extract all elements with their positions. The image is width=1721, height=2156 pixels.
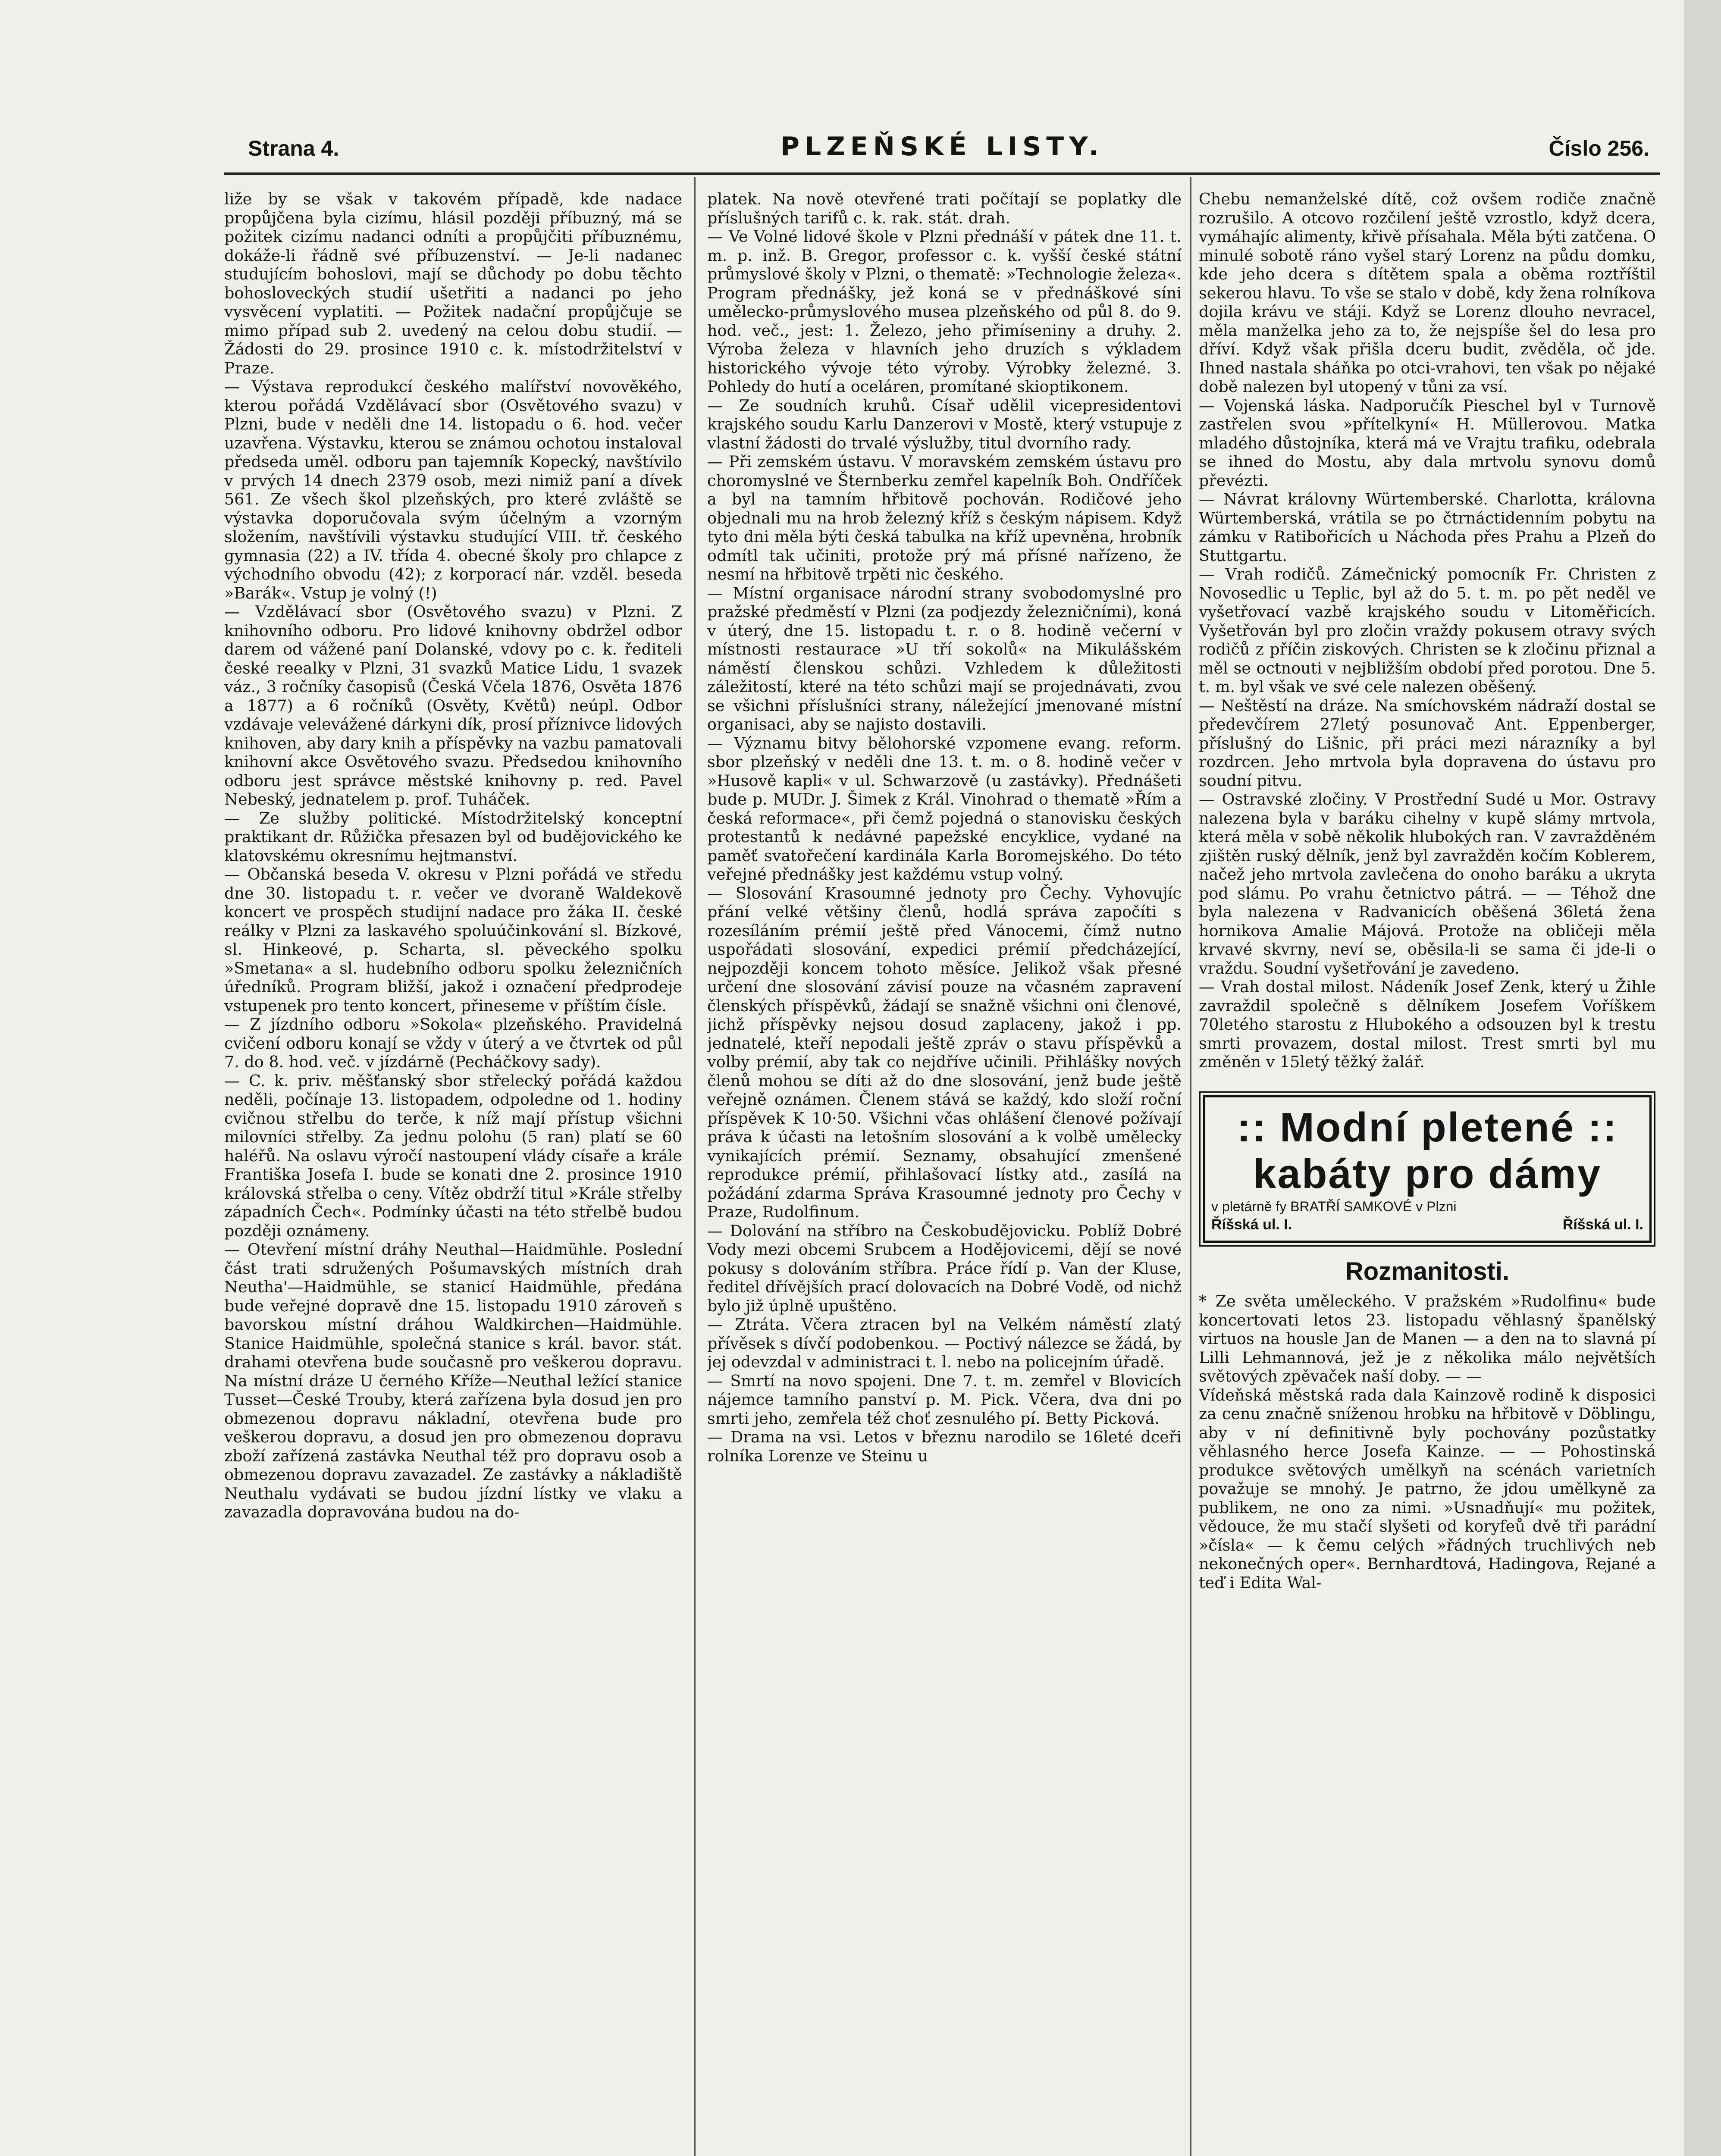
article-paragraph: — Vrah dostal milost. Nádeník Josef Zenk, který u Žihle zavraždil společně s dělníkem Josefem Voříškem 70letého starostu z Hlubokého a odsouzen byl k trestu smrti provazem, dostal milost. Trest smrti byl mu změněn v 15letý těžký žalář. xyxy=(1199,978,1656,1071)
ad-shop-text: v pletárně fy BRATŘÍ SAMKOVÉ v Plzni xyxy=(1211,1198,1457,1214)
scan-edge xyxy=(1684,0,1721,2156)
article-paragraph: — Výstava reprodukcí českého malířství novověkého, kterou pořádá Vzdělávací sbor (Osvětového svazu) v Plzni, bude v neděli dne 14. listopadu o 6. hod. večer uzavřena. Výstavku, kterou se známou ochotou instaloval předseda uměl. odboru pan tajemník Kopecký, navštívilo v prvých 14 dnech 2379 osob, mezi nimiž paní a dívek 561. Ze všech škol plzeňských, pro které zvláště se výstavka doporučovala svým účelným a vzorným složením, navštívili výstavku studující VIII. tř. českého gymnasia (22) a IV. třída 4. obecné školy pro chlapce z východního obvodu (42); z korporací nár. vzděl. beseda »Barák«. Vstup je volný (!) xyxy=(224,377,682,602)
ad-address-right: Říšská ul. I. xyxy=(1562,1216,1643,1233)
article-paragraph: — Vrah rodičů. Zámečnický pomocník Fr. Christen z Novosedlic u Teplic, byl až do 5. t. m. po pět neděl ve vyšetřovací vazbě krajského soudu v Litoměřicích. Vyšetřován byl pro zločin vraždy pokusem otravy svých rodičů z příčin ziskových. Christen se k zločinu přiznal a měl se octnouti v nejbližším období před porotou. Dne 5. t. m. byl však ve své cele nalezen oběšený. xyxy=(1199,565,1656,696)
article-paragraph: — Místní organisace národní strany svobodomyslné pro pražské předměstí v Plzni (za podjezdy železničními), koná v úterý, dne 15. listopadu t. r. o 8. hodině večerní v místnosti restaurace »U tří sokolů« na Mikulášském náměstí členskou schůzi. Vzhledem k důležitosti záležitostí, které na této schůzi mají se projednávati, zvou se všichni příslušníci strany, náležející jmenované místní organisaci, aby se najisto dostavili. xyxy=(707,583,1182,733)
column-divider xyxy=(694,177,696,2156)
article-paragraph: — C. k. priv. měšťanský sbor střelecký pořádá každou neděli, počínaje 13. listopadem, odpoledne od 1. hodiny cvičnou střelbu do terče, k níž mají přístup všichni milovníci střelby. Za jednu polohu (5 ran) platí se 60 haléřů. Na oslavu výročí nastoupení vlády císaře a krále Františka Josefa I. bude se konati dne 2. prosince 1910 královská střelba o ceny. Vítěz obdrží titul »Krále střelby západních Čech«. Podmínky účasti na této střelbě budou později oznámeny. xyxy=(224,1071,682,1240)
article-paragraph: — Ztráta. Včera ztracen byl na Velkém náměstí zlatý přívěsek s dívčí podobenkou. — Poctivý nálezce se žádá, by jej odevzdal v administraci t. l. nebo na policejním úřadě. xyxy=(707,1315,1182,1371)
article-paragraph: — Dolování na stříbro na Českobudějovicku. Poblíž Dobré Vody mezi obcemi Srubcem a Hodějovicemi, dějí se nové pokusy s dolováním stříbra. Práce řídí p. Van der Kluse, ředitel dřívějších prací dolovacích na Dobré Vodě, od nichž bylo již úplně upuštěno. xyxy=(707,1221,1182,1315)
column-2 xyxy=(707,190,1182,2156)
article-paragraph: — Neštěstí na dráze. Na smíchovském nádraží dostal se předevčírem 27letý posunovač Ant. Eppenberger, příslušný do Lišnic, při práci mezi nárazníky a byl rozdrcen. Jeho mrtvola byla dopravena do ústavu pro soudní pitvu. xyxy=(1199,696,1656,790)
ad-headline: :: Modní pletené :: kabáty pro dámy xyxy=(1237,1104,1618,1197)
article-paragraph: — Občanská beseda V. okresu v Plzni pořádá ve středu dne 30. listopadu t. r. večer ve dvoraně Waldekově koncert ve prospěch studijní nadace pro žáka II. české reálky v Plzni za laskavého spoluúčinkování sl. Bízkové, sl. Hinkeové, p. Scharta, sl. pěveckého spolku »Smetana« a sl. hudebního odboru spolku železničních úředníků. Program bližší, jakož i označení předprodeje vstupenek pro tento koncert, přineseme v příštím čísle. xyxy=(224,865,682,1015)
article-paragraph: — Otevření místní dráhy Neuthal—Haidmühle. Poslední část trati sdružených Pošumavských místních drah Neutha'—Haidmühle, se stanicí Haidmühle, předána bude veřejné dopravě dne 15. listopadu 1910 zároveň s bavorskou místní dráhou Waldkirchen—Haidmühle. Stanice Haidmühle, společná stanice s král. bavor. stát. drahami otevřena bude současně pro veškerou dopravu. Na místní dráze U černého Kříže—Neuthal ležící stanice Tusset—České Trouby, která zařízena byla dosud jen pro obmezenou dopravu nákladní, otevřena bude pro veškerou dopravu, a dosud jen pro obmezenou dopravu zboží zařízená zastávka Neuthal též pro dopravu osob a obmezenou dopravu zavazadel. Ze zastávky a nákladiště Neuthalu vydávati se budou jízdní lístky ve vlaku a zavazadla dopravována budou na do- xyxy=(224,1240,682,1521)
section-title: Rozmanitosti. xyxy=(1345,1257,1510,1285)
article-paragraph: — Ze služby politické. Místodržitelský konceptní praktikant dr. Růžička přesazen byl od budějovického ke klatovskému okresnímu hejtmanství. xyxy=(224,808,682,865)
ad-address-line xyxy=(1211,1216,1643,1234)
article-paragraph: — Ze soudních kruhů. Císař udělil vicepresidentovi krajského soudu Karlu Danzerovi v Mostě, který vstupuje z vlastní žádosti do trvalé výslužby, titul dvorního rady. xyxy=(707,396,1182,452)
article-paragraph: — Vojenská láska. Nadporučík Pieschel byl v Turnově zastřelen svou »přítelkyní« H. Müllerovou. Matka mladého důstojníka, která má ve Vrajtu trafiku, odebrala se ihned do Mostu, aby dala mrtvolu synovu domů převézti. xyxy=(1199,396,1656,490)
ad-address-left: Říšská ul. I. xyxy=(1211,1216,1292,1233)
article-paragraph: Chebu nemanželské dítě, což ovšem rodiče značně rozrušilo. A otcovo rozčilení ještě vzrostlo, když dcera, vymáhajíc alimenty, křivě přísahala. Měla býti zatčena. O minulé sobotě ráno vyšel starý Lorenz na půdu domku, kde jeho dcera s dítětem spala a oběma roztříštil sekerou hlavu. To vše se stalo v době, kdy žena rolníkova dojila krávu ve stáji. Když se Lorenz dlouho nevracel, měla manželka jeho za to, že nejspíše šel do lesa pro dříví. Když však přišla dceru budit, zvěděla, oč jde. Ihned nastala sháňka po otci-vrahovi, ten však po nějaké době nalezen byl utopený v tůni za vsí. xyxy=(1199,190,1656,396)
article-paragraph: — Z jízdního odboru »Sokola« plzeňského. Pravidelná cvičení odboru konají se vždy v úterý a ve čtvrtek od půl 7. do 8. hod. več. v jízdárně (Pecháčkovy sady). xyxy=(224,1015,682,1071)
article-paragraph: — Návrat královny Würtemberské. Charlotta, královna Würtemberská, vrátila se po čtrnáctidenním pobytu na zámku v Ratibořicích u Náchoda přes Prahu a Plzeň do Stuttgartu. xyxy=(1199,490,1656,565)
article-paragraph: — Slosování Krasoumné jednoty pro Čechy. Vyhovujíc přání velké většiny členů, hodlá správa započíti s rozesíláním prémií ještě před Vánocemi, čímž nutno uspořádati slosování, expedici prémií předcházející, nejpozději koncem tohoto měsíce. Jelikož však přesné určení dne slosování závisí pouze na včasném zapravení členských příspěvků, žádají se snažně všichni oni členové, jichž příspěvky nejsou dosud zaplaceny, jakož i pp. jednatelé, kteří nepodali ještě zpráv o stavu příspěvků a volby prémií, aby tak co nejdříve učinili. Přihlášky nových členů mohou se díti až do dne slosování, jenž bude ještě veřejně oznámen. Členem stává se každý, kdo složí roční příspěvek K 10·50. Všichni včas ohlášení členové požívají práva k účasti na letošním slosování a k volbě umělecky vynikajících prémií. Seznamy, obsahující zmenšené reprodukce prémií, přihlašovací lístky atd., zasílá na požádání zdarma Správa Krasoumné jednoty pro Čechy v Praze, Rudolfinum. xyxy=(707,884,1182,1221)
article-paragraph: — Ve Volné lidové škole v Plzni přednáší v pátek dne 11. t. m. p. inž. B. Gregor, professor c. k. vyšší české státní průmyslové školy v Plzni, o thematě: »Technologie železa«. Program přednášky, jež koná se v přednáškové síni umělecko-průmyslového musea plzeňského od půl 8. do 9. hod. več., jest: 1. Železo, jeho přimíseniny a druhy. 2. Výroba železa v hlavních jeho druzích s výkladem historického vývoje této výroby. Výrobky železné. 3. Pohledy do hutí a oceláren, promítané skioptikonem. xyxy=(707,227,1182,396)
article-paragraph: — Ostravské zločiny. V Prostřední Sudé u Mor. Ostravy nalezena byla v baráku cihelny v kupě slámy mrtvola, která měla v sobě několik hlubokých ran. V zavražděném zjištěn ruský dělník, jenž byl zavražděn kočím Koblerem, načež jeho mrtvola zavlečena do onoho baráku a ukryta pod slámu. Po vrahu četnictvo pátrá. — — Téhož dne byla nalezena v Radvanicích oběšená 36letá žena hornikova Amalie Májová. Protože na obličeji měla krvavé skvrny, neví se, oběsila-li se sama či jde-li o vraždu. Soudní vyšetřování je zavedeno. xyxy=(1199,790,1656,978)
newspaper-title: PLZEŇSKÉ LISTY. xyxy=(781,132,1104,162)
article-paragraph: * Ze světa uměleckého. V pražském »Rudolfinu« bude koncertovati letos 23. listopadu věhlasný španělský virtuos na housle Jan de Manen — a den na to slavná pí Lilli Lehmannová, jež je z několika málo největších světových zpěvaček naší doby. — — xyxy=(1199,1292,1656,1385)
article-paragraph: — Při zemském ústavu. V moravském zemském ústavu pro choromyslné ve Šternberku zemřel kapelník Boh. Ondříček a byl na tamním hřbitově pochován. Rodičové jeho objednali mu na hrob železný kříž s českým nápisem. Když tyto dni měla býti česká tabulka na kříž upevněna, hrobník odmítl tak učiniti, protože prý má přísné nařízeno, že nesmí na hřbitově trpěti nic českého. xyxy=(707,452,1182,583)
article-paragraph: — Drama na vsi. Letos v březnu narodilo se 16leté dceři rolníka Lorenze ve Steinu u xyxy=(707,1428,1182,1465)
fashion-advertisement xyxy=(1203,1095,1652,1243)
column-3 xyxy=(1199,190,1656,2156)
page-header xyxy=(248,132,1649,170)
ad-shop-line xyxy=(1211,1197,1643,1216)
issue-number: Číslo 256. xyxy=(1549,136,1649,160)
column-divider xyxy=(1190,177,1191,2156)
article-paragraph: platek. Na nově otevřené trati počítají se poplatky dle příslušných tarifů c. k. rak. stát. drah. xyxy=(707,190,1182,227)
article-paragraph: liže by se však v takovém případě, kde nadace propůjčena byla cizímu, hlásil později příbuzný, má se požitek cizímu nadanci odníti a propůjčiti příbuznému, dokáže-li řádně své příbuzenství. — Je-li nadanec studujícím bohoslovi, mají se důchody po dobu těchto bohosloveckých studií ušetřiti a nadanci po jeho vysvěcení vyplatiti. — Požitek nadační propůjčuje se mimo případ sub 2. uvedený na celou dobu studií. — Žádosti do 29. prosince 1910 c. k. místodržitelství v Praze. xyxy=(224,190,682,377)
page-number: Strana 4. xyxy=(248,136,339,160)
article-paragraph: — Smrtí na novo spojeni. Dne 7. t. m. zemřel v Blovicích nájemce tamního panství p. M. Pick. Včera, dva dni po smrti jeho, zemřela též choť zesnulého pí. Betty Picková. xyxy=(707,1371,1182,1428)
header-rule xyxy=(224,172,1660,175)
article-paragraph: — Významu bitvy bělohorské vzpomene evang. reform. sbor plzeňský v neděli dne 13. t. m. o 8. hodině večer v »Husově kapli« v ul. Schwarzově (u zastávky). Přednášeti bude p. MUDr. J. Šimek z Král. Vinohrad o thematě »Řím a česká reformace«, při čemž pojedná o stanovisku českých protestantů k nedávné papežské encyklice, vydané na paměť svatořečení kardinála Karla Boromejského. Do této veřejné přednášky jest každému vstup volný. xyxy=(707,733,1182,884)
article-paragraph: Vídeňská městská rada dala Kainzově rodině k disposici za cenu značně sníženou hrobku na hřbitově v Döblingu, aby v ní definitivně byly pochovány pozůstatky věhlasného herce Josefa Kainze. — — Pohostinská produkce světových umělkyň na scénách varietních považuje se mnohý. Je patrno, že jdou umělkyně za publikem, ne ono za nimi. »Usnadňují« mu požitek, vědouce, že mu stačí slyšeti od koryfeů dvě tři parádní »čísla« — k čemu celých »řádných truchlivých neb nekonečných oper«. Bernhardtová, Hadingova, Rejané a teď i Edita Wal- xyxy=(1199,1385,1656,1592)
article-paragraph: — Vzdělávací sbor (Osvětového svazu) v Plzni. Z knihovního odboru. Pro lidové knihovny obdržel odbor darem od vážené paní Dolanské, vdovy po c. k. řediteli české reealky v Plzni, 31 svazků Matice Lidu, 1 svazek váz., 3 ročníky časopisů (Česká Včela 1876, Osvěta 1876 a 1877) a 6 ročníků (Osvěty, Květů) neúpl. Odbor vzdávaje velevážené dárkyni dík, prosí příznivce lidových knihoven, aby dary knih a příspěvky na vazbu pamatovali knihovní akce Osvětového svazu. Předsedou knihovního odboru jest správce městské knihovny p. red. Pavel Nebeský, jednatelem p. prof. Tuháček. xyxy=(224,602,682,808)
column-1 xyxy=(224,190,682,2156)
